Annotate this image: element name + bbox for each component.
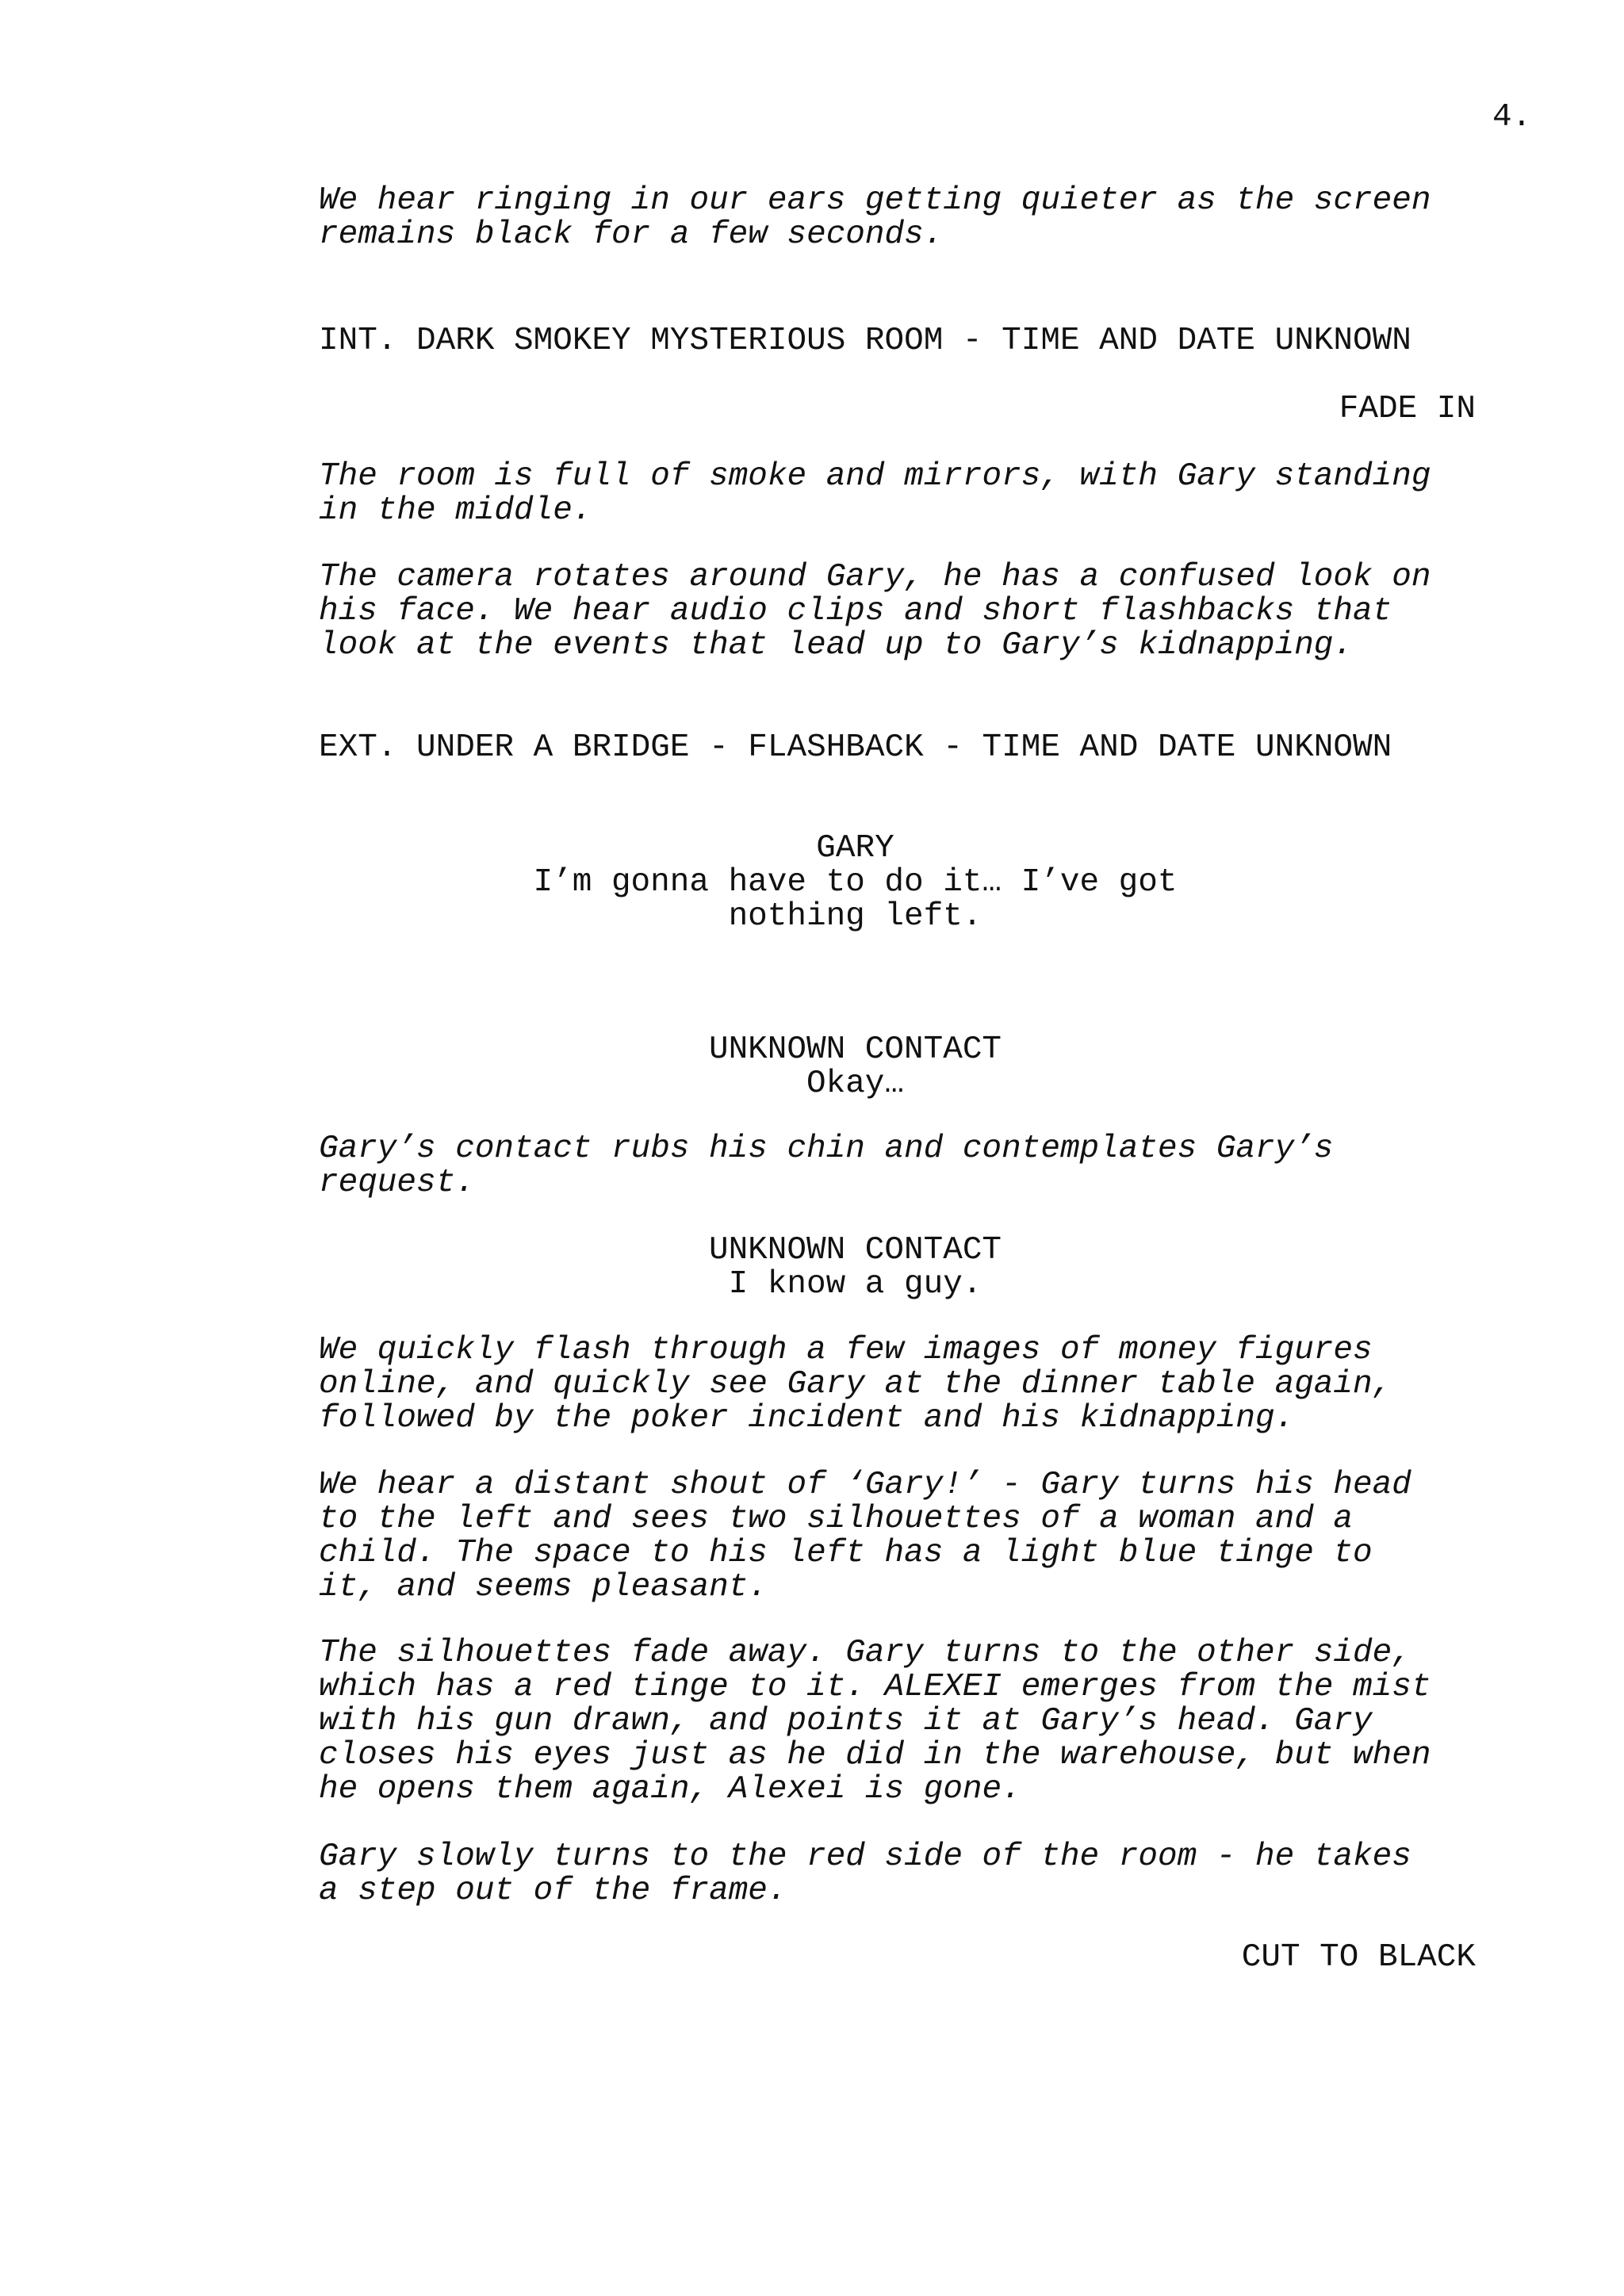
action-line: with his gun drawn, and points it at Gary’s head. Gary <box>319 1703 1373 1739</box>
dialogue-line: I’m gonna have to do it… I’ve got <box>533 864 1178 901</box>
action-line: Gary’s contact rubs his chin and contemplates Gary’s <box>319 1131 1334 1167</box>
action-line: online, and quickly see Gary at the dinner table again, <box>319 1366 1392 1402</box>
action-line: to the left and sees two silhouettes of a woman and a <box>319 1501 1354 1537</box>
action-line: We quickly flash through a few images of money figures <box>319 1332 1373 1368</box>
action-line: We hear a distant shout of ‘Gary!’ - Gary turns his head <box>319 1467 1411 1503</box>
action-block <box>319 1334 1477 1436</box>
action-line: request. <box>319 1165 475 1201</box>
action-block <box>319 1636 1477 1807</box>
dialogue-block <box>319 1268 1392 1302</box>
action-line: child. The space to his left has a light blue tinge to <box>319 1535 1373 1571</box>
action-line: it, and seems pleasant. <box>319 1569 768 1605</box>
scene-heading: EXT. UNDER A BRIDGE - FLASHBACK - TIME AND DATE UNKNOWN <box>319 729 1392 766</box>
character-cue: GARY <box>816 830 894 867</box>
action-line: look at the events that lead up to Gary’s kidnapping. <box>319 627 1354 664</box>
dialogue-line: Okay… <box>806 1066 905 1102</box>
action-block <box>319 184 1477 252</box>
action-line: his face. We hear audio clips and short flashbacks that <box>319 593 1392 629</box>
dialogue-line: I know a guy. <box>728 1266 982 1303</box>
character-cue: UNKNOWN CONTACT <box>708 1232 1002 1269</box>
action-line: The camera rotates around Gary, he has a confused look on <box>319 559 1431 595</box>
action-line: in the middle. <box>319 492 592 529</box>
action-line: a step out of the frame. <box>319 1873 787 1909</box>
action-line: The silhouettes fade away. Gary turns to the other side, <box>319 1635 1411 1671</box>
transition: CUT TO BLACK <box>1241 1939 1476 1976</box>
action-block <box>319 561 1477 663</box>
action-line: We hear ringing in our ears getting quieter as the screen <box>319 182 1431 219</box>
action-line: followed by the poker incident and his kidnapping. <box>319 1400 1295 1437</box>
transition: FADE IN <box>1339 391 1476 427</box>
scene-heading: INT. DARK SMOKEY MYSTERIOUS ROOM - TIME AND DATE UNKNOWN <box>319 323 1411 359</box>
action-block <box>319 460 1477 528</box>
action-line: Gary slowly turns to the red side of the room - he takes <box>319 1839 1411 1875</box>
action-line: closes his eyes just as he did in the warehouse, but when <box>319 1737 1431 1774</box>
action-line: remains black for a few seconds. <box>319 216 944 253</box>
action-line: he opens them again, Alexei is gone. <box>319 1771 1021 1808</box>
dialogue-block <box>319 1067 1392 1101</box>
action-line: The room is full of smoke and mirrors, with Gary standing <box>319 458 1431 495</box>
action-line: which has a red tinge to it. ALEXEI emerges from the mist <box>319 1669 1431 1705</box>
dialogue-line: nothing left. <box>728 898 982 935</box>
page-number: 4. <box>1492 99 1532 136</box>
dialogue-block <box>319 866 1392 934</box>
character-cue: UNKNOWN CONTACT <box>708 1031 1002 1068</box>
action-block <box>319 1132 1477 1200</box>
action-block <box>319 1468 1477 1605</box>
action-block <box>319 1840 1477 1908</box>
